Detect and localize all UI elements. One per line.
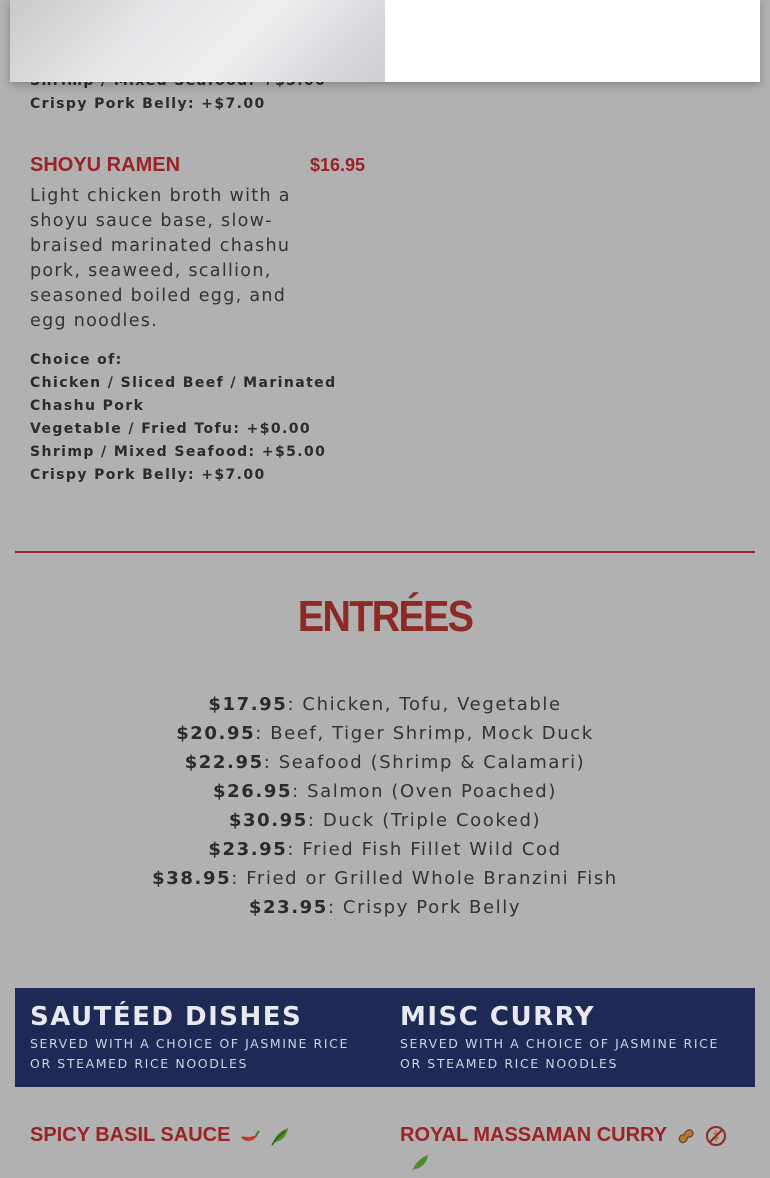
entree-row	[0, 777, 770, 806]
section-subtitle-curry: SERVED WITH A CHOICE OF JASMINE RICE OR STEAMED RICE NOODLES	[400, 1036, 719, 1071]
entree-row	[0, 748, 770, 777]
entree-text: : Crispy Pork Belly	[327, 897, 522, 918]
dish-royal-massaman-curry	[400, 1124, 727, 1147]
choice-line: Chicken / Sliced Beef / Marinated Chashu Pork	[30, 375, 337, 414]
section-header-band	[15, 988, 755, 1087]
entree-text: : Fried or Grilled Whole Branzini Fish	[231, 868, 618, 889]
entree-price: $23.95	[208, 839, 288, 860]
section-title-sauteed: SAUTÉED DISHES	[30, 1002, 303, 1032]
gluten-free-icon	[705, 1125, 727, 1147]
entree-price: $26.95	[213, 781, 293, 802]
entree-row	[0, 690, 770, 719]
popup-image	[10, 0, 385, 82]
entree-text: : Duck (Triple Cooked)	[307, 810, 542, 831]
sauteed-dishes-header	[30, 1000, 370, 1074]
entree-price: $17.95	[208, 694, 288, 715]
misc-curry-header	[400, 1000, 740, 1074]
entree-price: $38.95	[152, 868, 232, 889]
choice-line: Shrimp / Mixed Seafood: +$5.00	[30, 444, 327, 460]
entree-price: $23.95	[248, 897, 328, 918]
vegan-leaf-icon	[408, 1152, 430, 1178]
dish-name-spicy-basil: SPICY BASIL SAUCE	[30, 1124, 231, 1146]
entree-text: : Chicken, Tofu, Vegetable	[287, 694, 562, 715]
entree-price: $20.95	[176, 723, 256, 744]
entree-price: $30.95	[228, 810, 308, 831]
section-title-curry: MISC CURRY	[400, 1002, 596, 1032]
dish-name-shoyu-ramen: SHOYU RAMEN	[30, 154, 181, 176]
dish-name-royal-massaman: ROYAL MASSAMAN CURRY	[400, 1124, 668, 1146]
entree-row	[0, 893, 770, 922]
choice-line: Crispy Pork Belly: +$7.00	[30, 467, 266, 483]
entree-text: : Fried Fish Fillet Wild Cod	[287, 839, 562, 860]
choice-line: Vegetable / Fried Tofu: +$0.00	[30, 421, 312, 437]
dish-choices-shoyu-ramen	[30, 349, 375, 487]
entree-row	[0, 806, 770, 835]
entree-text: : Beef, Tiger Shrimp, Mock Duck	[255, 723, 594, 744]
choice-line: Choice of:	[30, 352, 123, 368]
entree-row	[0, 864, 770, 893]
entree-row	[0, 835, 770, 864]
entree-text: : Salmon (Oven Poached)	[292, 781, 557, 802]
peanut-icon	[675, 1125, 697, 1147]
entree-price-list	[0, 690, 770, 922]
entree-text: : Seafood (Shrimp & Calamari)	[263, 752, 586, 773]
entree-row	[0, 719, 770, 748]
overlay-popup	[10, 0, 760, 82]
section-divider	[15, 551, 755, 553]
entree-price: $22.95	[184, 752, 264, 773]
chili-pepper-icon	[238, 1125, 260, 1147]
dish-description-shoyu-ramen: Light chicken broth with a shoyu sauce base, slow-braised marinated chashu pork, seaweed, scallion, seasoned boiled egg, and egg noodles.	[30, 186, 291, 331]
dish-price-shoyu-ramen: $16.95	[310, 155, 366, 175]
popup-panel	[385, 0, 760, 82]
entrees-heading: ENTRÉES	[297, 592, 473, 641]
partial-option-pork-belly: Crispy Pork Belly: +$7.00	[30, 96, 266, 112]
vegan-leaf-icon	[268, 1125, 290, 1147]
section-subtitle-sauteed: SERVED WITH A CHOICE OF JASMINE RICE OR STEAMED RICE NOODLES	[30, 1036, 349, 1071]
dish-spicy-basil-sauce	[30, 1124, 290, 1147]
